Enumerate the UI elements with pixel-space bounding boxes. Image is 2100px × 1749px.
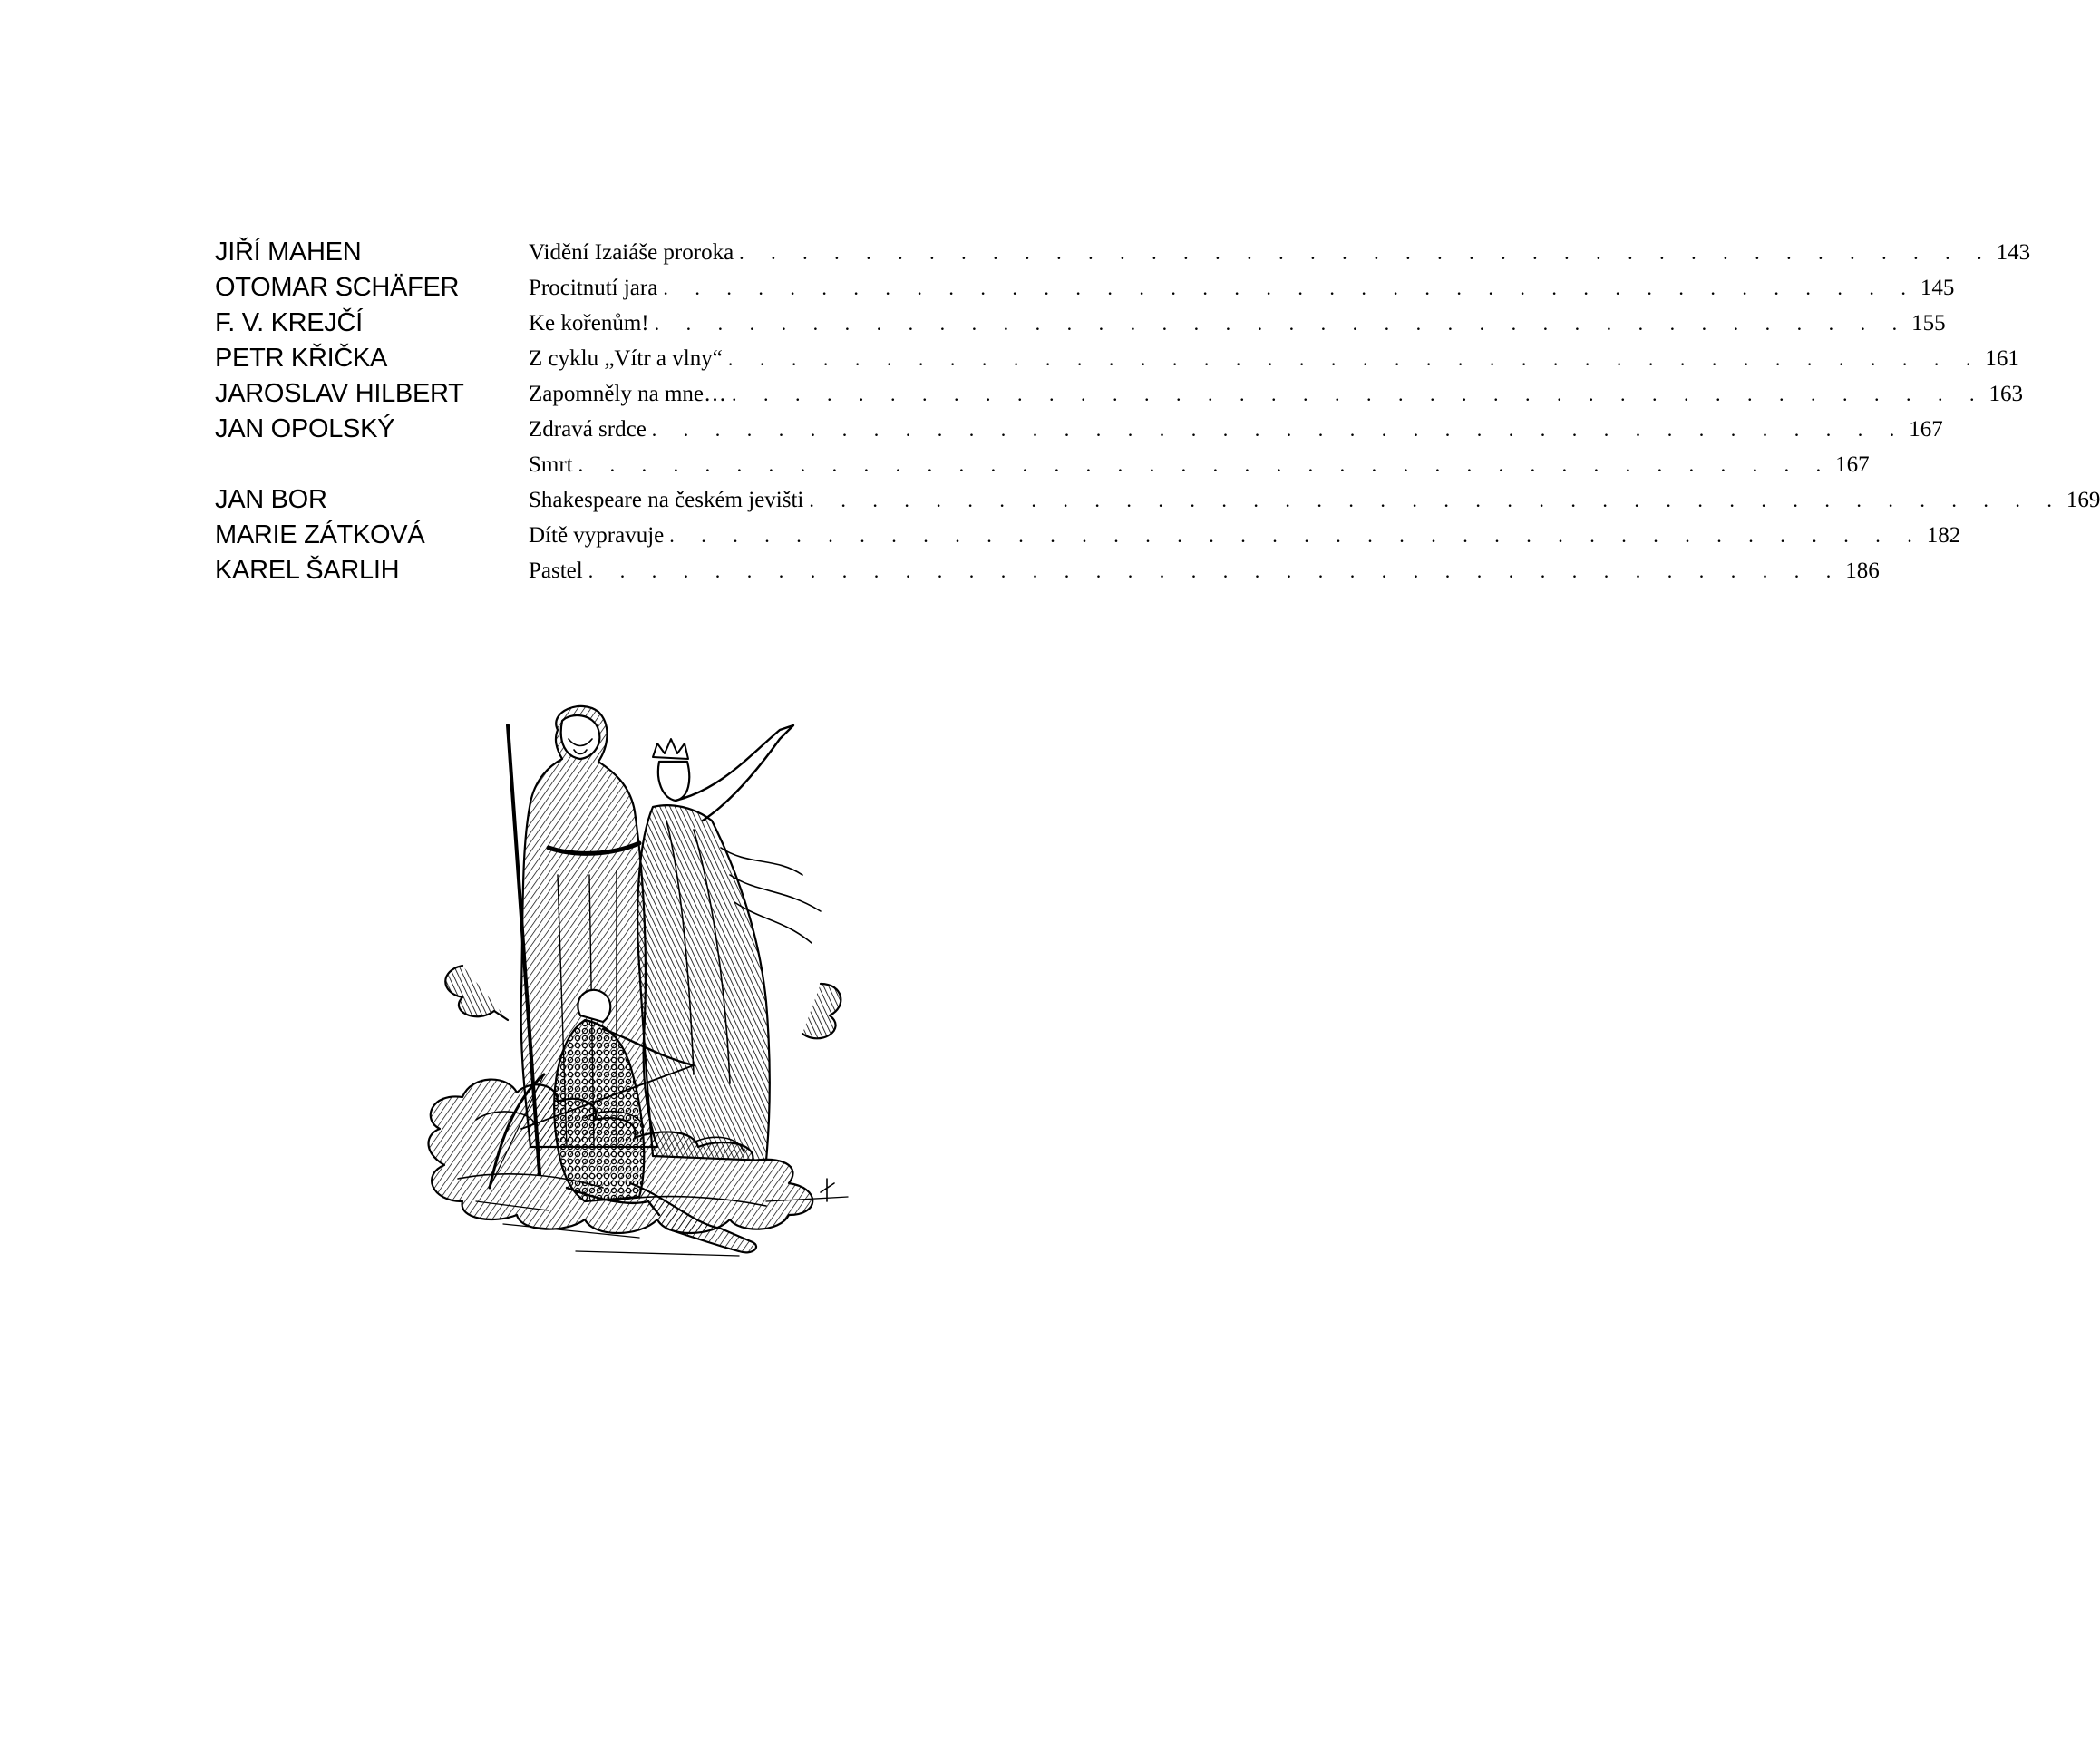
toc-title: Zapomněly na mne… bbox=[529, 382, 726, 406]
toc-title: Dítě vypravuje bbox=[529, 523, 665, 548]
dot-leader: . . . . . . . . . . . . . . . . . . . . . . . . . . . . . . . . . . . . . . . . bbox=[578, 453, 1833, 476]
toc-title: Ke kořenům! bbox=[529, 311, 649, 335]
toc-row bbox=[215, 447, 1870, 482]
toc-page-number: 167 bbox=[1909, 417, 1943, 442]
dot-leader: . . . . . . . . . . . . . . . . . . . . . . . . . . . . . . . . . . . . . . . . bbox=[739, 241, 1993, 264]
toc-row bbox=[215, 553, 1880, 588]
toc-page-number: 155 bbox=[1911, 311, 1946, 335]
toc-entry bbox=[529, 518, 1961, 553]
toc-entry bbox=[529, 306, 1946, 341]
toc-page-number: 145 bbox=[1920, 276, 1955, 300]
toc-author: JAROSLAV HILBERT bbox=[215, 379, 464, 408]
toc-page-number: 186 bbox=[1845, 559, 1880, 583]
toc-row bbox=[215, 341, 2019, 376]
toc-page-number: 167 bbox=[1835, 452, 1870, 477]
toc-title: Z cyklu „Vítr a vlny“ bbox=[529, 346, 723, 371]
dot-leader: . . . . . . . . . . . . . . . . . . . . . . . . . . . . . . . . . . . . . . . . bbox=[732, 383, 1986, 405]
toc-row bbox=[215, 412, 1943, 447]
dot-leader: . . . . . . . . . . . . . . . . . . . . . . . . . . . . . . . . . . . . . . . . bbox=[651, 418, 1906, 441]
toc-author: JAN OPOLSKÝ bbox=[215, 414, 395, 443]
toc-title: Pastel bbox=[529, 559, 583, 583]
dot-leader: . . . . . . . . . . . . . . . . . . . . . . . . . . . . . . . . . . . . . . . . bbox=[669, 524, 1923, 547]
toc-author: F. V. KREJČÍ bbox=[215, 308, 363, 337]
toc-page-number: 161 bbox=[1985, 346, 2019, 371]
toc-row bbox=[215, 270, 1955, 306]
toc-page-number: 163 bbox=[1988, 382, 2023, 406]
toc-author: MARIE ZÁTKOVÁ bbox=[215, 520, 425, 549]
dot-leader: . . . . . . . . . . . . . . . . . . . . . . . . . . . . . . . . . . . . . . . . bbox=[654, 312, 1909, 335]
toc-title: Zdravá srdce bbox=[529, 417, 647, 442]
toc-author: OTOMAR SCHÄFER bbox=[215, 273, 460, 302]
toc-entry bbox=[529, 482, 2100, 518]
toc-entry bbox=[529, 270, 1955, 306]
table-of-contents bbox=[215, 235, 2100, 588]
dot-leader: . . . . . . . . . . . . . . . . . . . . . . . . . . . . . . . . . . . . . . . . bbox=[588, 559, 1842, 582]
toc-entry bbox=[529, 553, 1880, 588]
toc-title: Vidění Izaiáše proroka bbox=[529, 240, 734, 265]
toc-title: Shakespeare na českém jevišti bbox=[529, 488, 804, 512]
toc-entry bbox=[529, 235, 2031, 270]
toc-author: KAREL ŠARLIH bbox=[215, 556, 400, 585]
toc-row bbox=[215, 482, 2100, 518]
toc-entry bbox=[529, 412, 1943, 447]
dot-leader: . . . . . . . . . . . . . . . . . . . . . . . . . . . . . . . . . . . . . . . . bbox=[727, 347, 1982, 370]
toc-page-number: 143 bbox=[1996, 240, 2031, 265]
toc-title: Smrt bbox=[529, 452, 573, 477]
toc-row bbox=[215, 518, 1961, 553]
toc-entry bbox=[529, 447, 1870, 482]
toc-page-number: 182 bbox=[1926, 523, 1961, 548]
toc-entry bbox=[529, 376, 2023, 412]
toc-page-number: 169 bbox=[2066, 488, 2100, 512]
dot-leader: . . . . . . . . . . . . . . . . . . . . . . . . . . . . . . . . . . . . . . . . bbox=[663, 277, 1917, 299]
toc-author: JAN BOR bbox=[215, 485, 327, 514]
toc-row bbox=[215, 235, 2031, 270]
dot-leader: . . . . . . . . . . . . . . . . . . . . . . . . . . . . . . . . . . . . . . . . bbox=[809, 489, 2063, 511]
toc-title: Procitnutí jara bbox=[529, 276, 658, 300]
toc-row bbox=[215, 306, 1946, 341]
engraving-figures-on-clouds-icon bbox=[422, 694, 875, 1319]
toc-row bbox=[215, 376, 2023, 412]
toc-entry bbox=[529, 341, 2019, 376]
toc-author: PETR KŘIČKA bbox=[215, 344, 388, 373]
toc-author: JIŘÍ MAHEN bbox=[215, 238, 362, 267]
